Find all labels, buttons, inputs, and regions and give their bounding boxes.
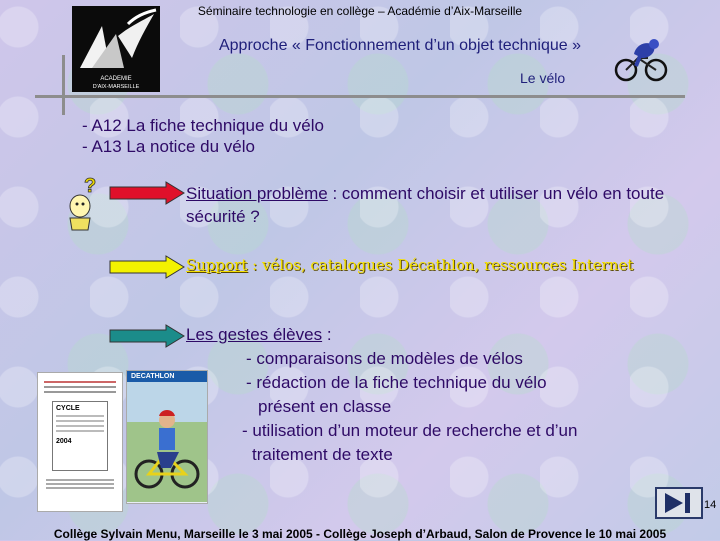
footer-text: Collège Sylvain Menu, Marseille le 3 mai 2005 - Collège Joseph d’Arbaud, Salon de Provence le 10 mai 2005 <box>53 527 667 541</box>
decathlon-catalogue-cover <box>126 370 208 504</box>
decathlon-brand: DECATHLON <box>127 371 207 382</box>
gestes-arrow <box>108 324 186 348</box>
situation-label: Situation problème <box>186 184 328 203</box>
svg-text:?: ? <box>84 175 97 197</box>
seminar-title: Séminaire technologie en collège – Académie d’Aix-Marseille <box>197 4 523 18</box>
next-slide-button[interactable] <box>655 487 703 519</box>
svg-text:ACADEMIE: ACADEMIE <box>100 76 132 82</box>
gestes-item: - utilisation d’un moteur de recherche et d’un <box>242 421 578 440</box>
support-line <box>186 256 633 274</box>
gestes-item: traitement de texte <box>252 445 393 464</box>
document-cover-cycle <box>37 372 123 512</box>
situation-text: : comment choisir et utiliser un vélo en toute sécurité ? <box>186 184 665 226</box>
objective-item: - A12 La fiche technique du vélo <box>82 116 324 135</box>
objective-item: - A13 La notice du vélo <box>82 137 255 156</box>
gestes-label: Les gestes élèves <box>186 325 323 344</box>
gestes-item: présent en classe <box>258 397 392 416</box>
approach-title: Approche « Fonctionnement d’un objet technique » <box>218 37 582 54</box>
situation-arrow <box>108 181 186 205</box>
support-text: : vélos, catalogues Décathlon, ressources Internet <box>247 256 634 274</box>
objectives-list <box>82 115 324 157</box>
gestes-suffix: : <box>322 325 332 344</box>
skip-forward-icon <box>657 489 701 517</box>
cover-year: 2004 <box>56 438 72 445</box>
support-label: Support <box>186 256 248 274</box>
gestes-item: - rédaction de la fiche technique du vélo <box>246 373 547 392</box>
page-number: 14 <box>704 499 717 511</box>
header-vertical-rule <box>62 55 65 115</box>
gestes-eleves <box>186 323 577 467</box>
cyclist-icon <box>612 36 668 82</box>
header-horizontal-rule <box>35 95 685 98</box>
topic-title: Le vélo <box>520 70 566 86</box>
cover-title: CYCLE <box>56 405 80 412</box>
svg-text:D'AIX-MARSEILLE: D'AIX-MARSEILLE <box>92 84 140 90</box>
gestes-item: - comparaisons de modèles de vélos <box>246 349 523 368</box>
child-on-bike-photo <box>127 382 207 502</box>
support-arrow <box>108 255 186 279</box>
thinking-character-icon <box>60 172 106 232</box>
academie-logo <box>72 6 160 92</box>
situation-probleme <box>186 182 716 228</box>
